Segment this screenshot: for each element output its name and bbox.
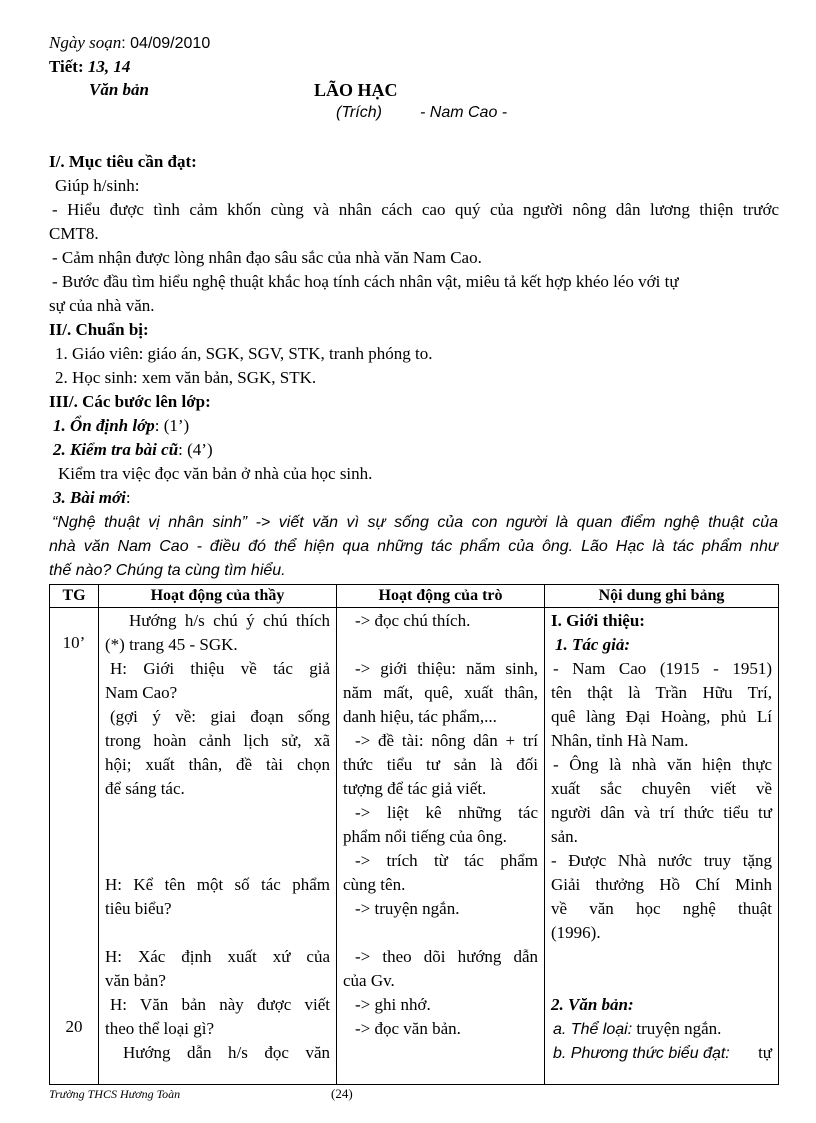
content-line: xuất sắc chuyên viết về bbox=[551, 779, 772, 798]
teacher-line: H: Kể tên một số tác phẩm bbox=[105, 875, 330, 894]
student-line: -> liệt kê những tác bbox=[355, 803, 538, 822]
student-line: -> đọc văn bản. bbox=[355, 1019, 461, 1038]
teacher-line: H: Giới thiệu về tác giả bbox=[110, 659, 330, 678]
student-line: danh hiệu, tác phẩm,... bbox=[343, 707, 497, 726]
student-line: -> truyện ngắn. bbox=[355, 899, 460, 918]
student-line: -> theo dõi hướng dẫn bbox=[355, 947, 538, 966]
header-teacher: Hoạt động của thầy bbox=[99, 585, 337, 608]
student-line: -> đọc chú thích. bbox=[355, 611, 471, 630]
student-line: -> trích từ tác phẩm bbox=[355, 851, 538, 870]
teacher-line: để sáng tác. bbox=[105, 779, 185, 798]
period-label: Tiết: bbox=[49, 57, 84, 76]
step-3-colon: : bbox=[125, 488, 131, 507]
step-2-label: 2. Kiểm tra bài cũ bbox=[53, 440, 179, 459]
student-line: tượng để tác giả viết. bbox=[343, 779, 487, 798]
content-subtitle: 1. Tác giả: bbox=[555, 635, 631, 654]
objective-1b: CMT8. bbox=[49, 224, 99, 243]
content-line: sản. bbox=[551, 827, 578, 846]
student-line: thức tiểu tư sản là đối bbox=[343, 755, 538, 774]
page-number: (24) bbox=[331, 1086, 353, 1101]
period-line bbox=[49, 57, 130, 77]
step-2 bbox=[53, 438, 213, 462]
teacher-line: (*) trang 45 - SGK. bbox=[105, 635, 238, 654]
teacher-line: hội; xuất thân, đề tài chọn bbox=[105, 755, 330, 774]
student-line: -> giới thiệu: năm sinh, bbox=[355, 659, 538, 678]
step-2-text: Kiểm tra việc đọc văn bản ở nhà của học sinh. bbox=[58, 464, 373, 483]
teacher-line: Hướng h/s chú ý chú thích bbox=[129, 611, 330, 630]
teacher-line: (gợi ý về: giai đoạn sống bbox=[110, 707, 330, 726]
teacher-line: H: Văn bản này được viết bbox=[110, 995, 330, 1014]
content-mode-label: b. Phương thức biểu đạt: bbox=[553, 1045, 730, 1062]
table-header-row bbox=[50, 585, 779, 608]
content-section-title: I. Giới thiệu: bbox=[551, 611, 645, 630]
teacher-line: theo thể loại gì? bbox=[105, 1019, 215, 1038]
preparation-heading: II/. Chuẩn bị: bbox=[49, 320, 149, 339]
content-line: - Nam Cao (1915 - 1951) bbox=[553, 659, 772, 678]
objective-3b: sự của nhà văn. bbox=[49, 296, 155, 315]
content-line: - Được Nhà nước truy tặng bbox=[551, 851, 772, 870]
content-line: quê làng Đại Hoàng, phủ Lí bbox=[551, 707, 772, 726]
tg-value: 20 bbox=[65, 1017, 83, 1036]
content-subtitle: 2. Văn bản: bbox=[551, 995, 634, 1014]
footer-school: Trường THCS Hương Toàn bbox=[49, 1087, 181, 1101]
objective-3a: - Bước đầu tìm hiểu nghệ thuật khắc hoạ tính cách nhân vật, miêu tả kết hợp khéo léo với tự bbox=[52, 272, 679, 291]
objectives-heading: I/. Mục tiêu cần đạt: bbox=[49, 152, 197, 171]
preparation-teacher: 1. Giáo viên: giáo án, SGK, SGV, STK, tranh phóng to. bbox=[55, 344, 433, 363]
date-label: Ngày soạn bbox=[49, 33, 122, 52]
intro-line-3: thế nào? Chúng ta cùng tìm hiểu. bbox=[49, 562, 286, 579]
text-label: Văn bản bbox=[89, 80, 149, 99]
content-line: Nhân, tỉnh Hà Nam. bbox=[551, 731, 689, 750]
step-3-label: 3. Bài mới bbox=[53, 488, 126, 507]
objective-2: - Cảm nhận được lòng nhân đạo sâu sắc của nhà văn Nam Cao. bbox=[52, 248, 482, 267]
teacher-line: văn bản? bbox=[105, 971, 166, 990]
step-1 bbox=[53, 414, 189, 438]
teacher-cell bbox=[99, 608, 337, 1085]
content-genre-label: a. Thể loại: bbox=[553, 1021, 633, 1038]
header-content: Nội dung ghi bảng bbox=[545, 585, 779, 608]
teacher-line: H: Xác định xuất xứ của bbox=[105, 947, 330, 966]
content-mode-value: tự bbox=[758, 1043, 772, 1062]
content-cell bbox=[545, 608, 779, 1085]
content-genre-line bbox=[553, 1017, 772, 1042]
student-line: cùng tên. bbox=[343, 875, 406, 894]
teacher-line: Nam Cao? bbox=[105, 683, 178, 702]
tg-cell bbox=[50, 608, 99, 1085]
period-value: 13, 14 bbox=[87, 57, 131, 76]
header-student: Hoạt động của trò bbox=[337, 585, 545, 608]
content-line: người dân và trí thức tiểu tư bbox=[551, 803, 772, 822]
step-2-value: : (4’) bbox=[178, 440, 213, 459]
content-genre-value: truyện ngắn. bbox=[632, 1019, 722, 1038]
steps-heading: III/. Các bước lên lớp: bbox=[49, 392, 211, 411]
lesson-table bbox=[49, 584, 779, 1085]
intro-line-2: nhà văn Nam Cao - điều đó thể hiện qua những tác phẩm của ông. Lão Hạc là tác phẩm như bbox=[49, 538, 778, 555]
student-line: -> ghi nhớ. bbox=[355, 995, 431, 1014]
student-line: phẩm nổi tiếng của ông. bbox=[343, 827, 507, 846]
intro-line-1: “Nghệ thuật vị nhân sinh” -> viết văn vì sự sống của con người là quan điểm nghệ thuật của bbox=[52, 514, 778, 531]
step-1-label: 1. Ổn định lớp bbox=[53, 416, 155, 435]
student-line: -> đề tài: nông dân + trí bbox=[355, 731, 538, 750]
content-line: (1996). bbox=[551, 923, 601, 942]
page-title: LÃO HẠC bbox=[314, 80, 398, 100]
preparation-student: 2. Học sinh: xem văn bản, SGK, STK. bbox=[55, 368, 317, 387]
student-line: của Gv. bbox=[343, 971, 395, 990]
date-value: : 04/09/2010 bbox=[121, 35, 211, 52]
teacher-line: trong hoàn cảnh lịch sử, xã bbox=[105, 731, 330, 750]
objective-1a: - Hiểu được tình cảm khốn cùng và nhân cách cao quý của người nông dân lương thiện trước bbox=[52, 200, 779, 219]
student-line: năm mất, quê, xuất thân, bbox=[343, 683, 538, 702]
objectives-intro: Giúp h/sinh: bbox=[55, 176, 140, 195]
student-cell bbox=[337, 608, 545, 1085]
teacher-line: tiêu biểu? bbox=[105, 899, 172, 918]
teacher-line: Hướng dẫn h/s đọc văn bbox=[123, 1043, 330, 1062]
content-line: - Ông là nhà văn hiện thực bbox=[553, 755, 772, 774]
author-name: - Nam Cao - bbox=[420, 104, 508, 121]
tg-value: 10’ bbox=[62, 633, 86, 652]
table-row bbox=[50, 608, 779, 1085]
content-line: về văn học nghệ thuật bbox=[551, 899, 772, 918]
content-line: Giải thưởng Hồ Chí Minh bbox=[551, 875, 772, 894]
step-3 bbox=[53, 486, 131, 510]
content-line: tên thật là Trần Hữu Trí, bbox=[551, 683, 772, 702]
header-tg: TG bbox=[50, 585, 99, 608]
date-line bbox=[49, 33, 210, 53]
excerpt-note: (Trích) bbox=[336, 104, 382, 121]
step-1-value: : (1’) bbox=[154, 416, 190, 435]
content-mode-line bbox=[553, 1041, 772, 1066]
